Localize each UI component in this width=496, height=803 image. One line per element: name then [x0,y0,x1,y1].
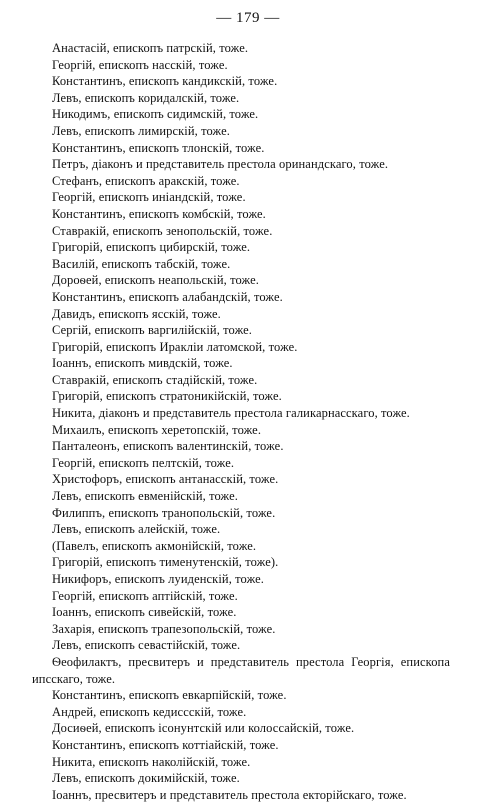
text-line: Константинъ, епископъ кандикскій, тоже. [52,74,278,89]
text-line: Анастасій, епископъ патрскій, тоже. [52,41,249,55]
text-line: Георгій, епископъ иніандскій, тоже. [52,190,246,205]
text-line: Левъ, епископъ севастійскій, тоже. [52,638,241,653]
text-line: Константинъ, епископъ евкарпійскій, тоже. [52,688,287,703]
text-line: Константинъ, епископъ коттіайскій, тоже. [52,737,279,752]
text-line: Панталеонъ, епископъ валентинскій, тоже. [52,439,284,454]
text-line: Дороѳей, епископъ неапольскій, тоже. [52,273,259,288]
text-line: Константинъ, епископъ комбскій, тоже. [52,206,266,221]
text-body [32,40,450,803]
text-line: Филиппъ, епископъ транопольскій, тоже. [52,505,276,520]
text-line: Левъ, епископъ алейскій, тоже. [52,522,221,537]
text-line: Сергій, епископъ варгилійскій, тоже. [52,323,253,338]
text-line: Григорій, епископъ Иракліи латомской, тоже. [52,339,298,354]
text-line: Георгій, епископъ насскій, тоже. [52,57,228,72]
text-line: Ѳеофилактъ, пресвитеръ и представитель престола Георгія, епископа [52,654,450,669]
text-line: Іоаннъ, пресвитеръ и представитель престола екторійскаго, тоже. [52,787,407,802]
text-line: Стефанъ, епископъ аракскій, тоже. [52,173,240,188]
text-line: Ставракій, епископъ зенопольскій, тоже. [52,223,273,238]
text-line: Григорій, епископъ тименутенскій, тоже). [52,555,279,570]
text-line: Левъ, епископъ докимійскій, тоже. [52,771,240,786]
text-line: Левъ, епископъ лимирскій, тоже. [52,123,230,138]
text-line: Никита, епископъ наколійскій, тоже. [52,754,251,769]
text-line: Петръ, діаконъ и представитель престола оринандскаго, тоже. [52,157,389,172]
text-line: Георгій, епископъ пелтскій, тоже. [52,455,235,470]
text-line: Іоаннъ, епископъ мивдскій, тоже. [52,356,233,371]
text-line: Левъ, епископъ евменійскій, тоже. [52,489,238,504]
text-line: Давидъ, епископъ ясскій, тоже. [52,306,221,321]
text-line: Василій, епископъ табскій, тоже. [52,256,231,271]
text-line: Досиѳей, епископъ ісонунтскій или колоссайскій, тоже. [52,721,355,736]
text-line: Левъ, епископъ коридалскій, тоже. [52,90,240,105]
text-line: Никита, діаконъ и представитель престола галикарнасскаго, тоже. [52,406,410,421]
text-line: Константинъ, епископъ тлонскій, тоже. [52,140,265,155]
text-line: Григорій, епископъ цибирскій, тоже. [52,240,251,255]
text-line: Іоаннъ, епископъ сивейскій, тоже. [52,605,237,620]
text-line: Андрей, епископъ кедиссскій, тоже. [52,704,247,719]
text-line: ипсскаго, тоже. [32,671,116,686]
text-line: Захарія, епископъ трапезопольскій, тоже. [52,621,276,636]
text-line: Никифоръ, епископъ луиденскій, тоже. [52,572,265,586]
text-line: Георгій, епископъ аптійскій, тоже. [52,588,238,603]
text-line: Ставракій, епископъ стадійскій, тоже. [52,372,258,387]
text-line: Христофоръ, епископъ антанасскій, тоже. [52,472,279,487]
page-number: — 179 — [216,10,280,26]
text-line: (Павелъ, епископъ акмонійскій, тоже. [52,538,257,553]
text-line: Михаилъ, епископъ херетопскій, тоже. [52,422,262,437]
text-line: Константинъ, епископъ алабандскій, тоже. [52,289,283,304]
text-line: Никодимъ, епископъ сидимскій, тоже. [52,107,259,122]
text-line: Григорій, епископъ стратоникійскій, тоже. [52,389,282,404]
